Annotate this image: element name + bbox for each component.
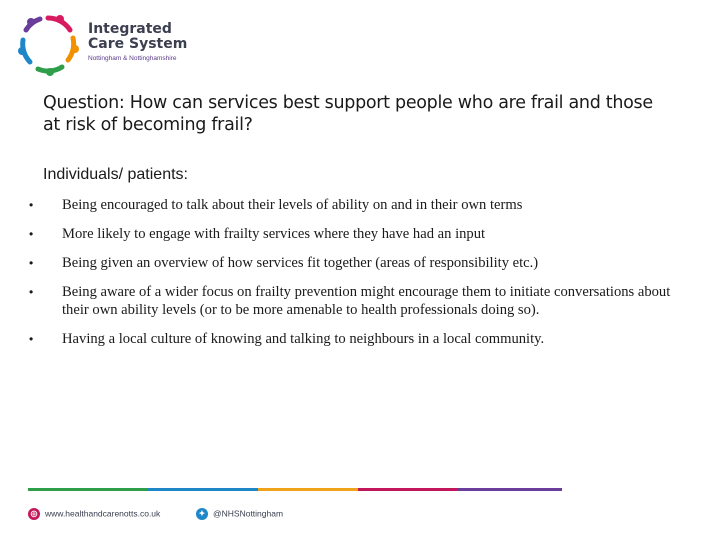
bullet-text: More likely to engage with frailty services where they have had an input: [62, 226, 486, 242]
bullet-list: [28, 196, 688, 359]
bullet-item: [28, 330, 688, 348]
bullet-glyph: •: [29, 285, 34, 299]
bullet-text: Being given an overview of how services fit together (areas of responsibility etc.): [62, 255, 539, 271]
footer-website[interactable]: [28, 508, 160, 520]
footer-bar-segment: [358, 488, 458, 491]
twitter-handle[interactable]: @NHSNottingham: [213, 508, 284, 519]
section-heading: Individuals/ patients:: [43, 166, 188, 183]
footer-bar-segment: [458, 488, 562, 491]
footer-bar-segment: [258, 488, 358, 491]
footer-bar-segment: [28, 488, 148, 491]
bullet-glyph: •: [29, 227, 34, 241]
footer-color-bar: [28, 488, 562, 491]
bullet-text: Having a local culture of knowing and talking to neighbours in a local community.: [62, 331, 545, 347]
logo-subtitle: Nottingham & Nottinghamshire: [88, 55, 177, 62]
web-icon: ◎: [28, 508, 40, 520]
twitter-icon: ✦: [196, 508, 208, 520]
bullet-item: [28, 283, 688, 319]
ics-logo: [16, 12, 216, 76]
bullet-glyph: •: [29, 256, 34, 270]
footer-twitter[interactable]: [196, 508, 283, 520]
bullet-text: Being aware of a wider focus on frailty prevention might encourage them to initiate conversations about their own ability levels (or to be more amenable to health professionals doing so).: [62, 284, 671, 318]
website-link[interactable]: www.healthandcarenotts.co.uk: [45, 508, 161, 519]
bullet-glyph: •: [29, 332, 34, 346]
bullet-item: [28, 254, 688, 272]
bullet-text: Being encouraged to talk about their levels of ability on and in their own terms: [62, 197, 523, 213]
slide-question: Question: How can services best support people who are frail and those at risk of becoming frail?: [43, 93, 653, 135]
bullet-item: [28, 225, 688, 243]
logo-line-1: Integrated: [88, 21, 172, 37]
logo-people-ring-icon: [16, 12, 80, 76]
bullet-item: [28, 196, 688, 214]
logo-line-2: Care System: [88, 36, 188, 52]
logo-text: [88, 22, 187, 62]
footer-bar-segment: [148, 488, 258, 491]
bullet-glyph: •: [29, 198, 34, 212]
